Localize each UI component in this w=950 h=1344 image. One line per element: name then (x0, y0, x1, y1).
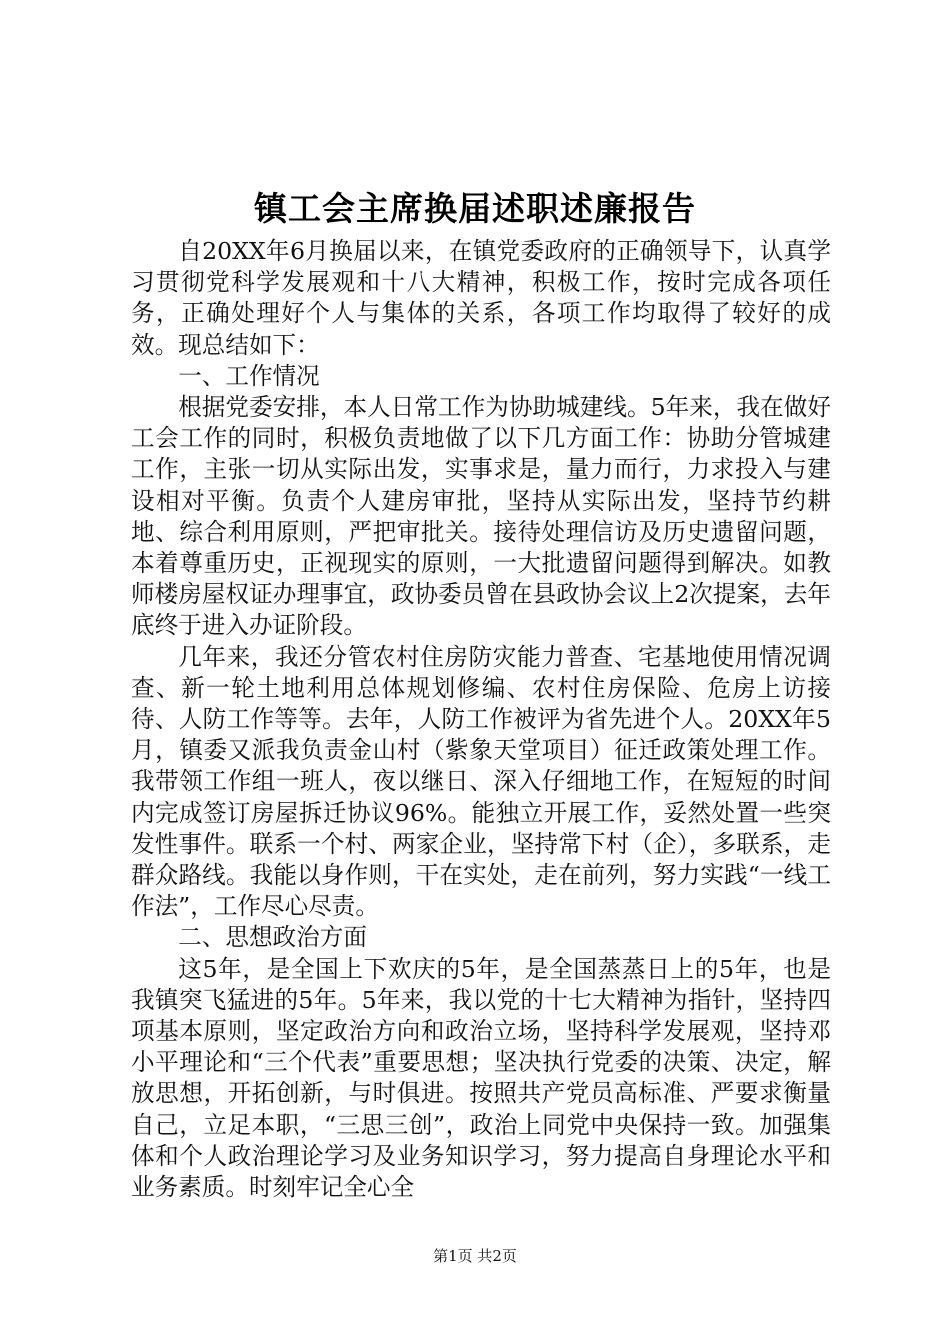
page-number-footer: 第1页 共2页 (433, 1247, 517, 1265)
paragraph-work-1: 根据党委安排，本人日常工作为协助城建线。5年来，我在做好工会工作的同时，积极负责地做了以下几方面工作：协助分管城建工作，主张一切从实际出发，实事求是，量力而行，力求投入与建设相对平衡。负责个人建房审批，坚持从实际出发，坚持节约耕地、综合利用原则，严把审批关。接待处理信访及历史遗留问题，本着尊重历史，正视现实的原则，一大批遗留问题得到解决。如教师楼房屋权证办理事宜，政协委员曾在县政协会议上2次提案，去年底终于进入办证阶段。 (131, 393, 831, 640)
paragraph-intro: 自20XX年6月换届以来，在镇党委政府的正确领导下，认真学习贯彻党科学发展观和十八大精神，积极工作，按时完成各项任务，正确处理好个人与集体的关系，各项工作均取得了较好的成效。现总结如下： (131, 237, 831, 359)
paragraph-politics-1: 这5年，是全国上下欢庆的5年，是全国蒸蒸日上的5年，也是我镇突飞猛进的5年。5年来，我以党的十七大精神为指针，坚持四项基本原则，坚定政治方向和政治立场，坚持科学发展观，坚持邓小平理论和“三个代表”重要思想；坚决执行党委的决策、决定，解放思想，开拓创新，与时俱进。按照共产党员高标准、严要求衡量自己，立足本职，“三思三创”，政治上同党中央保持一致。加强集体和个人政治理论学习及业务知识学习，努力提高自身理论水平和业务素质。时刻牢记全心全 (131, 954, 831, 1202)
document-body (131, 236, 831, 1203)
paragraph-work-2: 几年来，我还分管农村住房防灾能力普查、宅基地使用情况调查、新一轮土地利用总体规划修编、农村住房保险、危房上访接待、人防工作等等。去年，人防工作被评为省先进个人。20XX年5月，镇委又派我负责金山村（紫象天堂项目）征迁政策处理工作。我带领工作组一班人，夜以继日、深入仔细地工作，在短短的时间内完成签订房屋拆迁协议96%。能独立开展工作，妥然处置一些突发性事件。联系一个村、两家企业，坚持常下村（企），多联系，走群众路线。我能以身作则，干在实处，走在前列，努力实践“一线工作法”，工作尽心尽责。 (131, 642, 831, 921)
section-heading-work: 一、工作情况 (178, 361, 320, 390)
document-title: 镇工会主席换届述职述廉报告 (254, 189, 696, 228)
section-heading-politics: 二、思想政治方面 (178, 923, 367, 952)
